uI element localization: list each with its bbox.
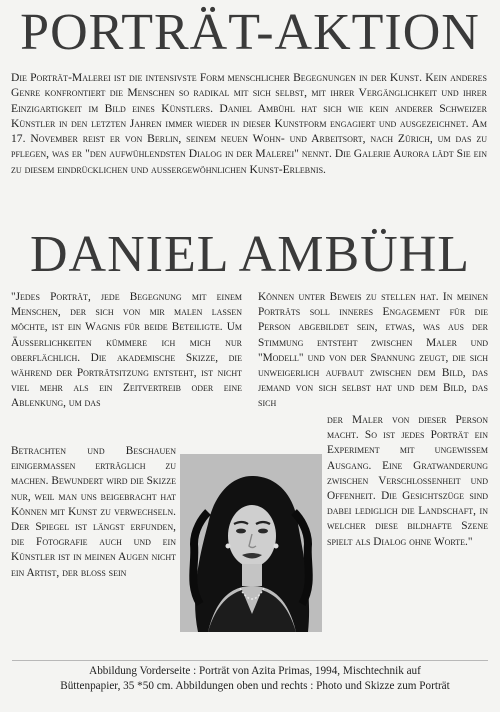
- quote-column-left-bottom: Betrachten und Beschauen einigermassen erträglich zu machen. Bewundert wird die Skizze nur, weil man uns beigebracht hat Können mit Kunst zu verwechseln. Der Spiegel ist längst erfunden, die Fotografie auch und ein Künstler ist in meinen Augen nicht ein Artist, der bloss sein: [11, 445, 176, 579]
- quote-column-right-bottom: der Maler von dieser Person macht. So ist jedes Porträt ein Experiment mit ungewissem Ausgang. Eine Gratwanderung zwischen Verschlossenheit und Offenheit. Die Gesichtszüge sind dabei lediglich die Landschaft, in welcher diese bildhafte Szene spielt als Dialog ohne Worte.": [327, 414, 488, 548]
- image-caption: [40, 664, 470, 694]
- page-title: PORTRÄT-AKTION: [20, 4, 480, 61]
- quote-column-left-top: "Jedes Porträt, jede Begegnung mit einem Menschen, der sich von mir malen lassen möchte, ist ein Wagnis für beide Beteiligte. Um Äusserlichkeiten kümmere ich mich nur oberflächlich. Die akademische Skizze, die während der Porträtsitzung entsteht, ist nicht viel mehr als ein Zeitvertreib oder eine Ablenkung, um das: [11, 291, 242, 410]
- portrait-photo: [180, 454, 322, 632]
- intro-paragraph: Die Porträt-Malerei ist die intensivste Form menschlicher Begegnungen in der Kunst. Kein anderes Genre konfrontiert die Menschen so radikal mit sich selbst, mit ihrer Vergänglichkeit und ihrer Einzigartigkeit im Bild eines Künstlers. Daniel Ambühl hat sich wie kein anderer Schweizer Künstler in den letzten Jahren immer wieder in dieser Kunstform engagiert und ausgezeichnet. Am 17. November reist er von Berlin, seinem neuen Wohn- und Arbeitsort, nach Zürich, um das zu pflegen, was er "den aufwühlendsten Dialog in der Malerei" nennt. Die Galerie Aurora lädt Sie ein zu diesem eindrücklichen und aussergewöhnlichen Kunst-Erlebnis.: [11, 71, 487, 176]
- caption-line-2: Büttenpapier, 35 *50 cm. Abbildungen oben und rechts : Photo und Skizze zum Porträt: [60, 680, 450, 692]
- caption-divider: [12, 660, 488, 661]
- artist-name: DANIEL AMBÜHL: [29, 226, 471, 283]
- quote-column-right-top: Können unter Beweis zu stellen hat. In meinen Porträts soll inneres Engagement für die Person abgebildet sein, etwas, was aus der Stimmung entsteht zwischen Maler und "Modell" und von der Spannung zeugt, die sich unweigerlich aufbaut zwischen dem Bild, das jemand von sich selbst hat und dem Bild, das sich: [258, 291, 488, 410]
- caption-line-1: Abbildung Vorderseite : Porträt von Azita Primas, 1994, Mischtechnik auf: [89, 665, 421, 677]
